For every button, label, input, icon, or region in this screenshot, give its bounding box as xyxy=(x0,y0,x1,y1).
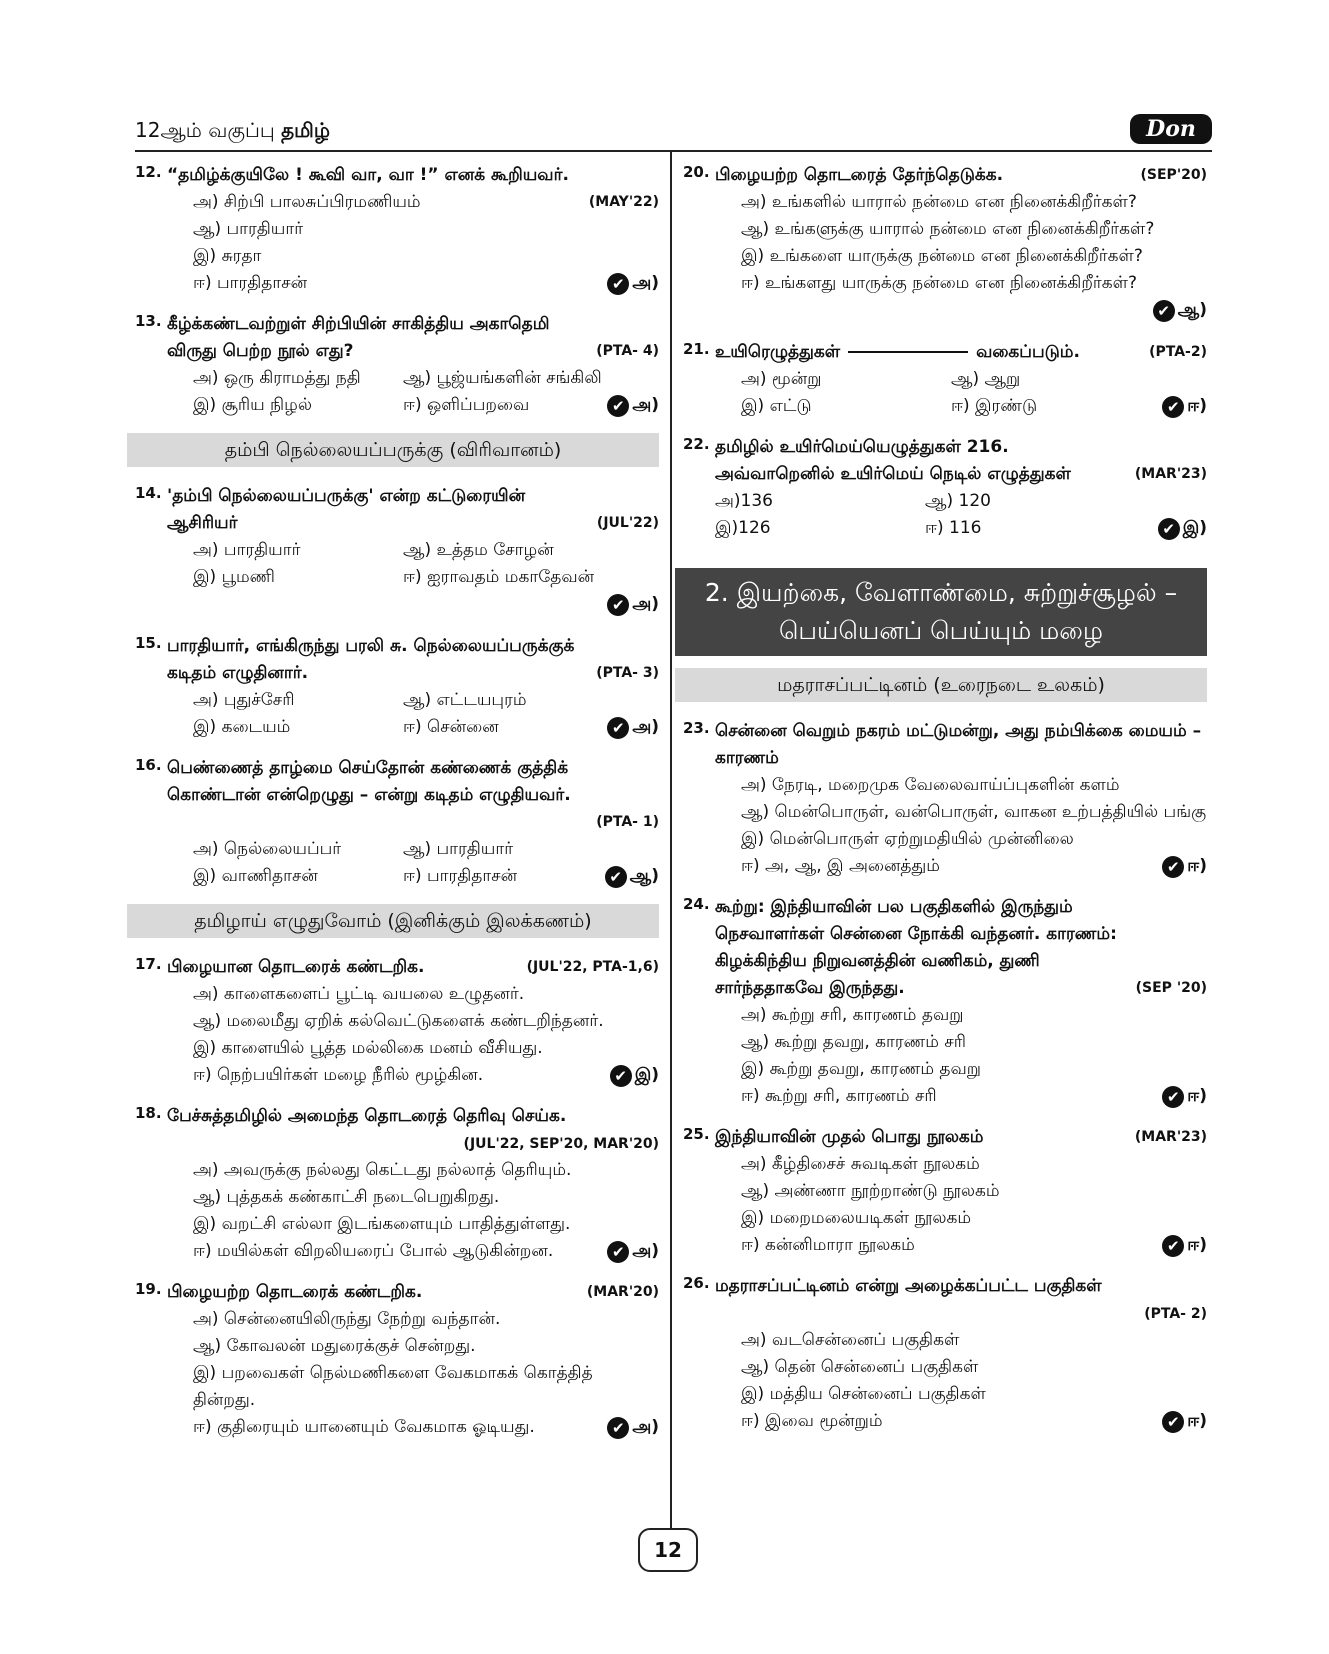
question-text: (MAR'23) தமிழில் உயிர்மெய்யெழுத்துகள் 216. அவ்வாறெனில் உயிர்மெய் நெடில் எழுத்துகள் xyxy=(715,434,1207,488)
blank-line xyxy=(848,351,968,353)
question-number: 17. xyxy=(135,954,162,973)
question-text: (JUL'22) 'தம்பி நெல்லையப்பருக்கு' என்ற கட்டுரையின் ஆசிரியர் xyxy=(167,483,659,537)
option: ஈ) குதிரையும் யானையும் வேகமாக ஓடியது. xyxy=(193,1416,535,1437)
answer: ✔ ஆ) xyxy=(605,866,659,888)
question-text: பேச்சுத்தமிழில் அமைந்த தொடரைத் தெரிவு செய்க. xyxy=(167,1105,567,1126)
option: ஆ) பூஜ்யங்களின் சங்கிலி xyxy=(403,368,602,388)
question-text: (PTA-2) உயிரெழுத்துகள் வகைப்படும். xyxy=(715,339,1207,366)
option: இ) சுரதா xyxy=(193,246,262,266)
option: ஈ) சென்னை xyxy=(403,716,499,737)
logo: Don xyxy=(1130,114,1212,144)
check-circle-icon: ✔ xyxy=(605,866,627,888)
check-circle-icon: ✔ xyxy=(1162,1411,1184,1433)
options-grid xyxy=(135,537,659,591)
answer: ✔ அ) xyxy=(607,273,659,295)
option: அ) அவருக்கு நல்லது கெட்டது நல்லாத் தெரியும். xyxy=(193,1159,572,1180)
options-grid xyxy=(683,366,1207,420)
option: அ) வடசென்னைப் பகுதிகள் xyxy=(741,1329,960,1350)
question-number: 23. xyxy=(683,718,710,737)
source-tag: (SEP'20) xyxy=(1140,167,1207,183)
question-21 xyxy=(683,339,1207,420)
answer: ✔ அ) xyxy=(607,1417,659,1439)
check-circle-icon: ✔ xyxy=(610,1065,632,1087)
options-grid xyxy=(135,687,659,741)
left-column xyxy=(135,162,659,1455)
question-text: (JUL'22, PTA-1,6) பிழையான தொடரைக் கண்டறிக. xyxy=(167,954,659,981)
option: ஈ) 116 xyxy=(925,517,982,538)
source-tag: (SEP '20) xyxy=(1135,979,1207,996)
section-heading: தமிழாய் எழுதுவோம் (இனிக்கும் இலக்கணம்) xyxy=(127,904,659,938)
section-heading: மதராசப்பட்டினம் (உரைநடை உலகம்) xyxy=(675,668,1207,702)
check-circle-icon: ✔ xyxy=(1153,300,1175,322)
option: ஆ) உங்களுக்கு யாரால் நன்மை என நினைக்கிறீர்கள்? xyxy=(741,219,1155,239)
option: இ) வாணிதாசன் xyxy=(193,865,318,886)
option: ஆ) புத்தகக் கண்காட்சி நடைபெறுகிறது. xyxy=(193,1186,500,1207)
question-number: 16. xyxy=(135,755,162,774)
check-circle-icon: ✔ xyxy=(1162,856,1184,878)
check-circle-icon: ✔ xyxy=(607,395,629,417)
question-number: 14. xyxy=(135,484,162,502)
question-number: 24. xyxy=(683,894,710,913)
question-text: (MAR'20) பிழையற்ற தொடரைக் கண்டறிக. xyxy=(167,1279,659,1306)
option: ஆ) எட்டயபுரம் xyxy=(403,689,527,710)
option: ஈ) இரண்டு xyxy=(951,395,1038,416)
answer: ✔ ஈ) xyxy=(1162,1235,1207,1257)
option: அ) ஒரு கிராமத்து நதி xyxy=(193,368,361,388)
question-19 xyxy=(135,1279,659,1441)
answer: ✔ ஈ) xyxy=(1162,1086,1207,1108)
option: இ) பறவைகள் நெல்மணிகளை வேகமாகக் கொத்தித் தின்றது. xyxy=(193,1362,593,1410)
source-tag: (PTA- 4) xyxy=(596,343,659,359)
option: அ) கூற்று சரி, காரணம் தவறு xyxy=(741,1004,964,1025)
question-22 xyxy=(683,434,1207,542)
option: ஆ) உத்தம சோழன் xyxy=(403,540,554,560)
question-number: 18. xyxy=(135,1103,162,1122)
question-20 xyxy=(683,162,1207,325)
question-12 xyxy=(135,162,659,297)
option: ஆ) மலைமீது ஏறிக் கல்வெட்டுகளைக் கண்டறிந்தனர். xyxy=(193,1010,604,1031)
question-text: (SEP '20) கூற்று: இந்தியாவின் பல பகுதிகளில் இருந்தும் நெசவாளர்கள் சென்னை நோக்கி வந்தனர். காரணம்: கிழக்கிந்திய நிறுவனத்தின் வணிகம், துணி சார்ந்ததாகவே இருந்தது. xyxy=(715,894,1207,1002)
chapter-title-line: 2. இயற்கை, வேளாண்மை, சுற்றுச்சூழல் – xyxy=(704,577,1178,607)
option: இ) சூரிய நிழல் xyxy=(193,395,312,415)
source-tag: (PTA- 3) xyxy=(596,664,659,681)
answer: ✔ ஆ) xyxy=(1153,297,1207,324)
question-text: (SEP'20) பிழையற்ற தொடரைத் தேர்ந்தெடுக்க. xyxy=(715,162,1207,189)
check-circle-icon: ✔ xyxy=(607,717,629,739)
option: ஆ) பாரதியார் xyxy=(193,219,304,239)
question-text: (MAR'23) இந்தியாவின் முதல் பொது நூலகம் xyxy=(715,1124,1207,1151)
option: ஈ) கூற்று சரி, காரணம் சரி xyxy=(741,1085,937,1106)
chapter-title-line: பெய்யெனப் பெய்யும் மழை xyxy=(778,615,1104,645)
question-text: (PTA- 4) கீழ்க்கண்டவற்றுள் சிற்பியின் சாகித்திய அகாதெமி விருது பெற்ற நூல் எது? xyxy=(167,311,659,365)
answer: ✔ ஈ) xyxy=(1162,396,1207,418)
header-class: 12ஆம் வகுப்பு xyxy=(135,118,275,142)
question-number: 26. xyxy=(683,1273,710,1292)
check-circle-icon: ✔ xyxy=(1158,518,1180,540)
option: அ) காளைகளைப் பூட்டி வயலை உழுதனர். xyxy=(193,983,525,1004)
option: ஆ) அண்ணா நூற்றாண்டு நூலகம் xyxy=(741,1180,1000,1201)
option: அ) சென்னையிலிருந்து நேற்று வந்தான். xyxy=(193,1308,501,1329)
option: ஈ) இவை மூன்றும் xyxy=(741,1410,883,1431)
source-tag: (MAR'23) xyxy=(1134,1128,1207,1145)
option: ஆ) ஆறு xyxy=(951,368,1021,389)
options-grid xyxy=(135,365,659,419)
check-circle-icon: ✔ xyxy=(1162,1235,1184,1257)
question-text: மதராசப்பட்டினம் என்று அழைக்கப்பட்ட பகுதிகள் xyxy=(715,1275,1102,1296)
question-text: சென்னை வெறும் நகரம் மட்டுமன்று, அது நம்பிக்கை மையம் – காரணம் xyxy=(715,720,1202,768)
question-13 xyxy=(135,311,659,419)
answer: ✔ அ) xyxy=(607,591,659,618)
option: இ) எட்டு xyxy=(741,395,812,416)
question-16 xyxy=(135,755,659,890)
answer: ✔ ஈ) xyxy=(1162,1411,1207,1433)
question-number: 19. xyxy=(135,1279,162,1298)
option: அ) மூன்று xyxy=(741,368,822,389)
answer: ✔ அ) xyxy=(607,1241,659,1263)
option: இ) கடையம் xyxy=(193,716,291,737)
source-tag: (MAR'23) xyxy=(1134,465,1207,482)
option: இ) மறைமலையடிகள் நூலகம் xyxy=(741,1207,972,1228)
option: ஆ) மென்பொருள், வன்பொருள், வாகன உற்பத்தியில் பங்கு xyxy=(741,801,1207,822)
question-15 xyxy=(135,633,659,741)
check-circle-icon: ✔ xyxy=(607,1241,629,1263)
page-header xyxy=(135,110,1212,152)
check-circle-icon: ✔ xyxy=(607,594,629,616)
option: ஈ) கன்னிமாரா நூலகம் xyxy=(741,1234,915,1255)
option: இ) காளையில் பூத்த மல்லிகை மனம் வீசியது. xyxy=(193,1037,543,1058)
answer: ✔ இ) xyxy=(1158,518,1207,540)
source-tag: (JUL'22) xyxy=(596,515,659,531)
source-tag: (JUL'22, SEP'20, MAR'20) xyxy=(463,1135,659,1152)
question-24 xyxy=(683,894,1207,1110)
question-number: 13. xyxy=(135,312,162,330)
option: ஈ) பாரதிதாசன் xyxy=(403,865,518,886)
source-tag: (PTA- 2) xyxy=(1144,1305,1207,1322)
option: ஈ) ஐராவதம் மகாதேவன் xyxy=(403,567,595,587)
option: ஆ) 120 xyxy=(925,490,991,511)
question-text: “தமிழ்க்குயிலே ! கூவி வா, வா !” எனக் கூறியவர். xyxy=(167,165,569,185)
option: ஆ) பாரதியார் xyxy=(403,838,514,859)
question-17 xyxy=(135,954,659,1089)
option: இ) வறட்சி எல்லா இடங்களையும் பாதித்துள்ளது. xyxy=(193,1213,571,1234)
option: ஈ) பாரதிதாசன் xyxy=(193,273,308,293)
option: ஈ) ஒளிப்பறவை xyxy=(403,395,530,415)
option: ஈ) நெற்பயிர்கள் மழை நீரில் மூழ்கின. xyxy=(193,1064,484,1085)
check-circle-icon: ✔ xyxy=(1162,396,1184,418)
question-number: 12. xyxy=(135,163,162,181)
column-divider xyxy=(670,152,672,1557)
page-number: 12 xyxy=(638,1528,698,1572)
option: அ) நெல்லையப்பர் xyxy=(193,838,342,859)
question-14 xyxy=(135,483,659,619)
option: ஆ) தென் சென்னைப் பகுதிகள் xyxy=(741,1356,979,1377)
right-column xyxy=(683,162,1207,1449)
question-text: (PTA- 1) பெண்ணைத் தாழ்மை செய்தோன் கண்ணைக் குத்திக் கொண்டான் என்றெழுது – என்று கடிதம் எழுதியவர். xyxy=(167,755,659,836)
question-number: 15. xyxy=(135,633,162,652)
header-title xyxy=(135,118,330,145)
source-tag: (MAR'20) xyxy=(586,1283,659,1300)
option: இ)126 xyxy=(715,517,771,538)
question-18 xyxy=(135,1103,659,1265)
options-grid xyxy=(135,836,659,890)
option: இ) உங்களை யாருக்கு நன்மை என நினைக்கிறீர்கள்? xyxy=(741,246,1143,266)
option: ஆ) கூற்று தவறு, காரணம் சரி xyxy=(741,1031,967,1052)
answer: ✔ இ) xyxy=(610,1065,659,1087)
question-number: 20. xyxy=(683,163,710,181)
option: இ) கூற்று தவறு, காரணம் தவறு xyxy=(741,1058,981,1079)
question-23 xyxy=(683,718,1207,880)
check-circle-icon: ✔ xyxy=(1162,1086,1184,1108)
question-text: (PTA- 3) பாரதியார், எங்கிருந்து பரலி சு. நெல்லையப்பருக்குக் கடிதம் எழுதினார். xyxy=(167,633,659,687)
question-number: 25. xyxy=(683,1124,710,1143)
option: ஈ) மயில்கள் விறலியரைப் போல் ஆடுகின்றன. xyxy=(193,1240,554,1261)
source-tag: (MAY'22) xyxy=(588,194,659,210)
option: அ) உங்களில் யாரால் நன்மை என நினைக்கிறீர்கள்? xyxy=(741,192,1137,212)
option: அ) நேரடி, மறைமுக வேலைவாய்ப்புகளின் களம் xyxy=(741,774,1120,795)
section-heading: தம்பி நெல்லையப்பருக்கு (விரிவானம்) xyxy=(127,433,659,467)
option: அ) பாரதியார் xyxy=(193,540,301,560)
question-number: 22. xyxy=(683,434,710,453)
chapter-heading xyxy=(675,568,1207,656)
header-subject: தமிழ் xyxy=(281,118,330,142)
option: அ)136 xyxy=(715,490,773,511)
check-circle-icon: ✔ xyxy=(607,1417,629,1439)
option: (MAY'22) அ) சிற்பி பாலசுப்பிரமணியம் xyxy=(135,189,659,216)
answer: ✔ அ) xyxy=(607,717,659,739)
option: ஈ) அ, ஆ, இ அனைத்தும் xyxy=(741,855,940,876)
source-tag: (PTA-2) xyxy=(1149,343,1207,360)
option: இ) மத்திய சென்னைப் பகுதிகள் xyxy=(741,1383,986,1404)
answer: ✔ ஈ) xyxy=(1162,856,1207,878)
option: அ) புதுச்சேரி xyxy=(193,689,295,710)
check-circle-icon: ✔ xyxy=(607,273,629,295)
options-grid xyxy=(683,488,1207,542)
answer: ✔ அ) xyxy=(607,395,659,417)
option: இ) பூமணி xyxy=(193,567,275,587)
option: ஆ) கோவலன் மதுரைக்குச் சென்றது. xyxy=(193,1335,476,1356)
source-tag: (JUL'22, PTA-1,6) xyxy=(526,958,659,975)
option: இ) மென்பொருள் ஏற்றுமதியில் முன்னிலை xyxy=(741,828,1074,849)
question-25 xyxy=(683,1124,1207,1259)
source-tag: (PTA- 1) xyxy=(596,813,659,830)
option: அ) கீழ்திசைச் சுவடிகள் நூலகம் xyxy=(741,1153,980,1174)
option: ஈ) உங்களது யாருக்கு நன்மை என நினைக்கிறீர்கள்? xyxy=(741,273,1138,293)
question-26 xyxy=(683,1273,1207,1435)
question-number: 21. xyxy=(683,339,710,358)
